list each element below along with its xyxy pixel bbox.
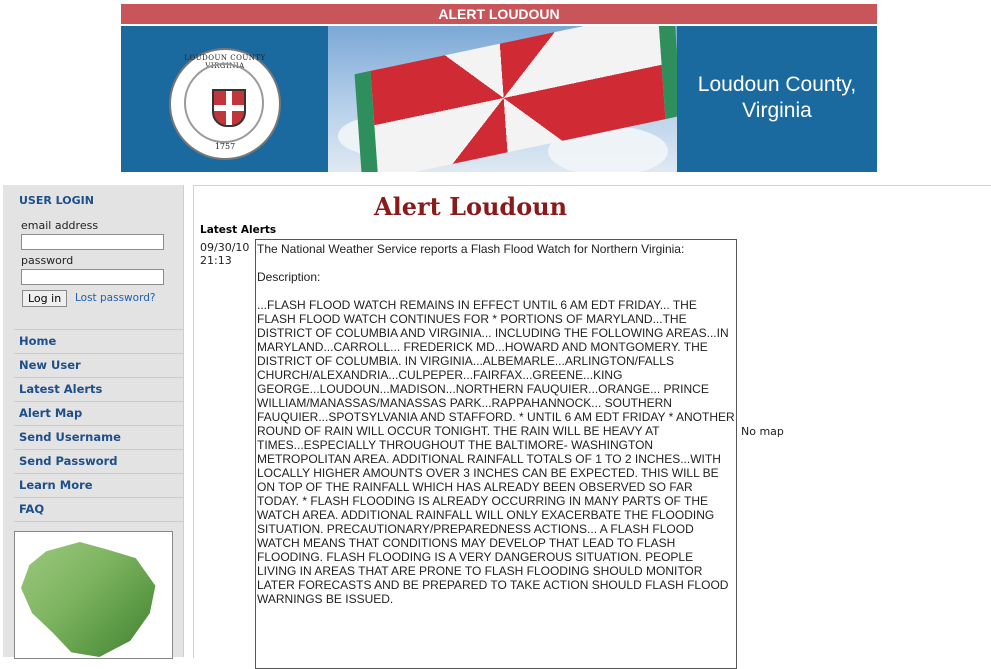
seal-year: 1757 — [214, 142, 236, 151]
email-label: email address — [21, 219, 99, 232]
county-name-line2: Virginia — [742, 99, 812, 122]
nav-item-faq[interactable]: FAQ — [14, 498, 183, 522]
flag-photo — [328, 26, 677, 172]
sidebar — [3, 185, 184, 657]
county-map-image — [21, 542, 161, 657]
county-name — [677, 26, 877, 172]
seal-ring-text: LOUDOUN COUNTY VIRGINIA — [184, 54, 266, 70]
email-field[interactable] — [21, 234, 164, 250]
latest-alerts-heading: Latest Alerts — [200, 224, 277, 236]
sidebar-nav — [14, 329, 183, 522]
alert-message-box — [255, 239, 737, 669]
alert-timestamp — [200, 241, 249, 267]
county-name-line1: Loudoun County, — [697, 73, 857, 96]
alert-description-label: Description: — [257, 270, 321, 284]
password-field[interactable] — [21, 269, 164, 285]
nav-item-latest-alerts[interactable]: Latest Alerts — [14, 378, 183, 402]
alert-date: 09/30/10 — [200, 241, 250, 254]
nav-item-home[interactable]: Home — [14, 330, 183, 354]
nav-item-alert-map[interactable]: Alert Map — [14, 402, 183, 426]
seal-inner-ring — [184, 63, 264, 143]
main-content — [193, 185, 991, 658]
nav-item-send-username[interactable]: Send Username — [14, 426, 183, 450]
alert-map-status: No map — [741, 425, 784, 438]
county-seal-panel — [121, 26, 326, 172]
nav-item-learn-more[interactable]: Learn More — [14, 474, 183, 498]
county-seal-logo — [169, 48, 281, 160]
alert-time: 21:13 — [200, 254, 232, 267]
password-label: password — [21, 254, 74, 267]
alert-loudoun-bar: ALERT LOUDOUN — [121, 4, 877, 24]
alert-body: ...FLASH FLOOD WATCH REMAINS IN EFFECT UNTIL 6 AM EDT FRIDAY... THE FLASH FLOOD WATCH CONTINUES FOR * PORTIONS OF MARYLAND...THE DISTRICT OF COLUMBIA AND VIRGINIA... INCLUDING THE FOLLOWING AREAS...IN MARYLAND...CARROLL... FREDERICK MD...HOWARD AND MONTGOMERY. THE DISTRICT OF COLUMBIA. IN VIRGINIA...ALBEMARLE...ARLINGTON/FALLS CHURCH/ALEXANDRIA...CULPEPER...FAIRFAX...GREENE...KING GEORGE...LOUDOUN...MADISON...NORTHERN FAUQUIER...ORANGE... PRINCE WILLIAM/MANASSAS/MANASSAS PARK...RAPPAHANNOCK... SOUTHERN FAUQUIER...SPOTSYLVANIA AND STAFFORD. * UNTIL 6 AM EDT FRIDAY * ANOTHER ROUND OF RAIN WILL OCCUR TONIGHT. THE RAIN WILL BE HEAVY AT TIMES...ESPECIALLY THROUGHOUT THE BALTIMORE- WASHINGTON METROPOLITAN AREA. ADDITIONAL RAINFALL TOTALS OF 1 TO 2 INCHES...WITH LOCALLY HIGHER AMOUNTS OVER 3 INCHES CAN BE EXPECTED. THIS WILL BE ON TOP OF THE RAINFALL WHICH HAS ALREADY BEEN OBSERVED SO FAR TODAY. * FLASH FLOODING IS ALREADY OCCURRING IN MANY PARTS OF THE WATCH AREA. ADDITIONAL RAINFALL WILL ONLY EXACERBATE THE FLOODING SITUATION. PRECAUTIONARY/PREPAREDNESS ACTIONS... A FLASH FLOOD WATCH MEANS THAT CONDITIONS MAY DEVELOP THAT LEAD TO FLASH FLOODING. FLASH FLOODING IS A VERY DANGEROUS SITUATION. PEOPLE LIVING IN AREAS THAT ARE PRONE TO FLASH FLOODING SHOULD MONITOR LATER FORECASTS AND BE PREPARED TO TAKE ACTION SHOULD FLASH FLOOD WARNINGS BE ISSUED. — [257, 298, 735, 606]
alert-headline: The National Weather Service reports a Flash Flood Watch for Northern Virginia: — [257, 242, 685, 256]
nav-item-send-password[interactable]: Send Password — [14, 450, 183, 474]
county-map-thumbnail[interactable] — [14, 531, 173, 659]
user-login-heading: USER LOGIN — [19, 194, 94, 207]
seal-shield-icon — [212, 89, 246, 127]
header-banner — [121, 26, 877, 172]
lost-password-link[interactable]: Lost password? — [75, 292, 156, 304]
page-title: Alert Loudoun — [374, 192, 568, 221]
nav-item-new-user[interactable]: New User — [14, 354, 183, 378]
login-button[interactable]: Log in — [22, 290, 67, 307]
